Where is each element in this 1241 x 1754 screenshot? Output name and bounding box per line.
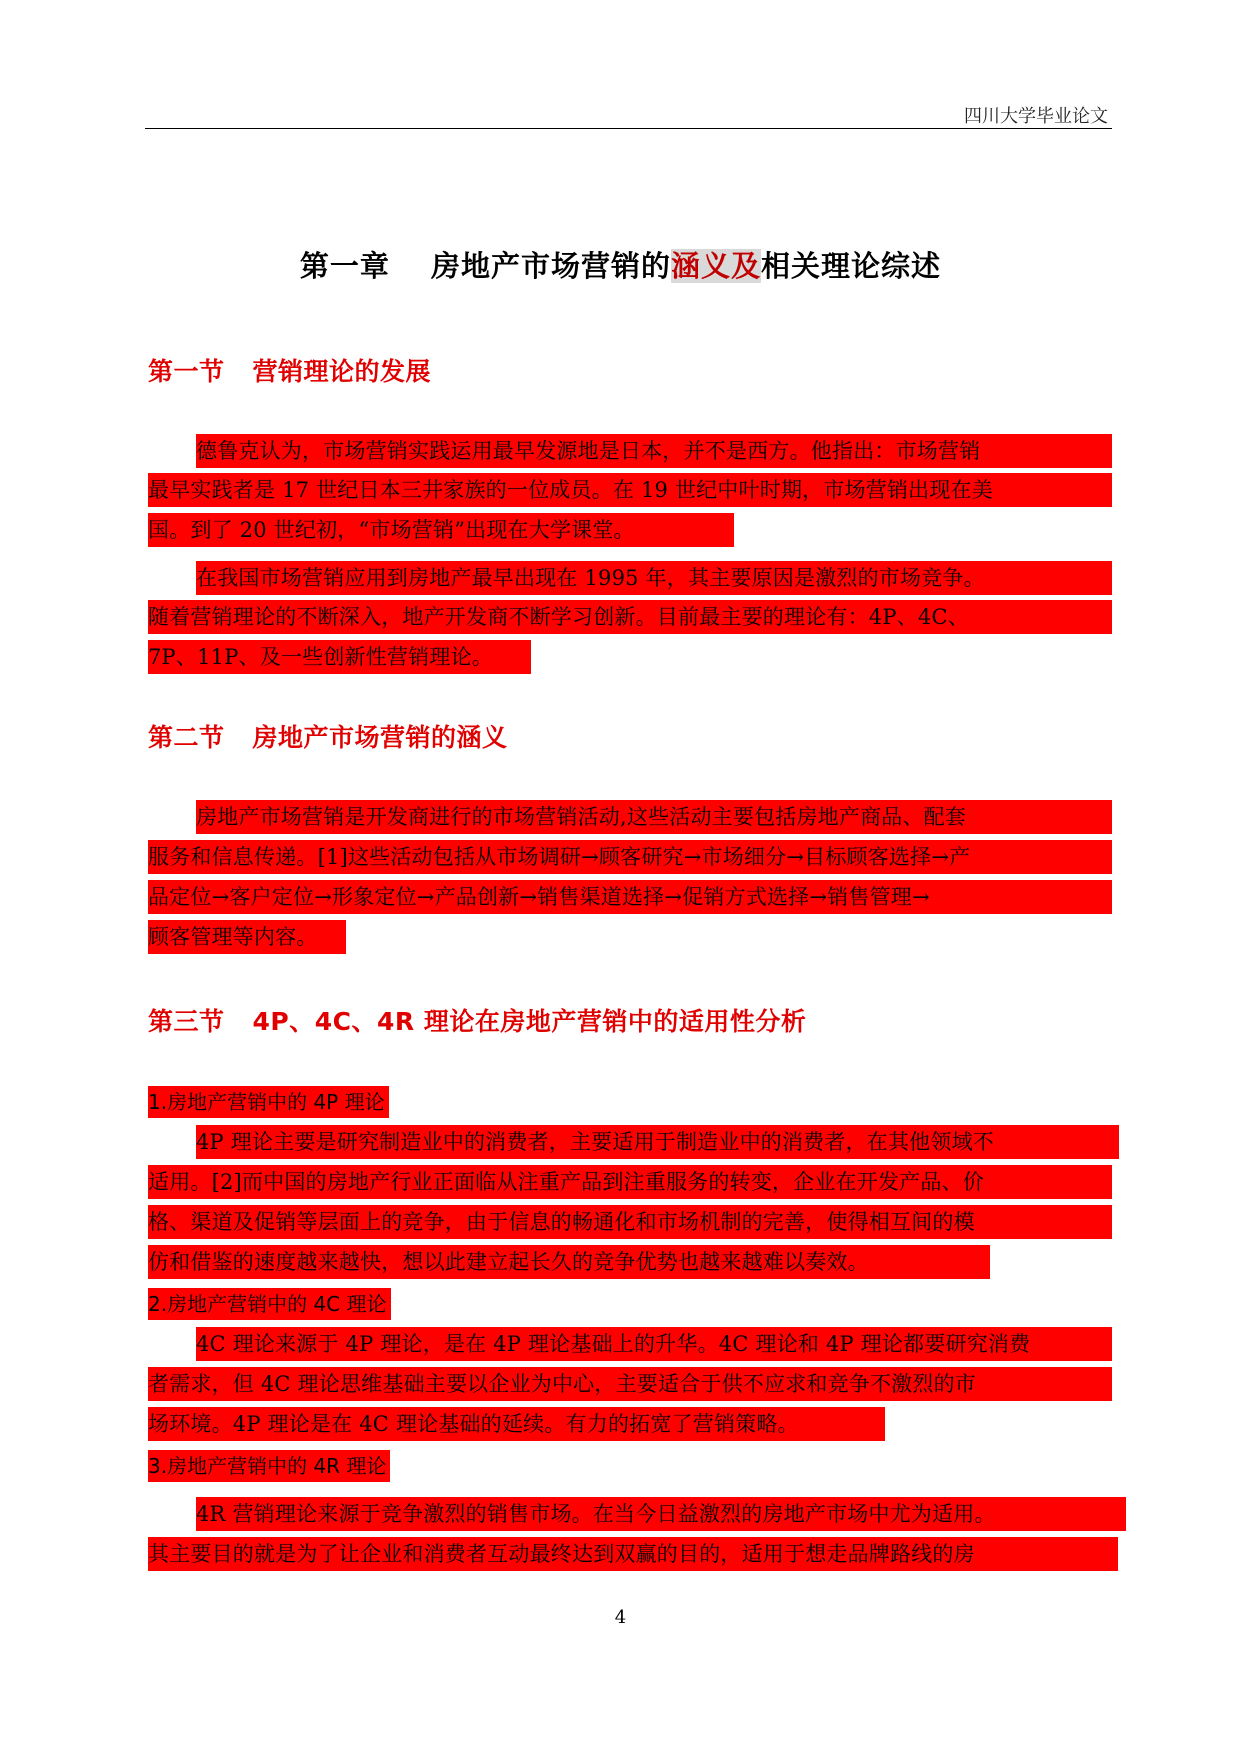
subsection-4c-line-1: 4C 理论来源于 4P 理论，是在 4P 理论基础上的升华。4C 理论和 4P 理论都要研究消费 [196,1327,1112,1361]
section-3-title: 4P、4C、4R 理论在房地产营销中的适用性分析 [252,1007,807,1036]
section-2-title: 房地产市场营销的涵义 [252,723,508,752]
subsection-4r-line-2: 其主要目的就是为了让企业和消费者互动最终达到双赢的目的，适用于想走品牌路线的房 [148,1537,1118,1571]
section-2-line-1: 房地产市场营销是开发商进行的市场营销活动,这些活动主要包括房地产商品、配套 [196,800,1112,834]
section-1-heading [148,352,431,388]
section-1-line-1: 德鲁克认为，市场营销实践运用最早发源地是日本，并不是西方。他指出：市场营销 [196,434,1112,468]
subsection-4p-line-3: 格、渠道及促销等层面上的竞争，由于信息的畅通化和市场机制的完善，使得相互间的模 [148,1205,1112,1239]
subsection-4c-line-3: 场环境。4P 理论是在 4C 理论基础的延续。有力的拓宽了营销策略。 [148,1407,885,1441]
subsection-4r-line-1: 4R 营销理论来源于竞争激烈的销售市场。在当今日益激烈的房地产市场中尤为适用。 [196,1497,1126,1531]
section-1-line-4: 在我国市场营销应用到房地产最早出现在 1995 年，其主要原因是激烈的市场竞争。 [196,561,1112,595]
subsection-4p-line-4: 仿和借鉴的速度越来越快，想以此建立起长久的竞争优势也越来越难以奏效。 [148,1245,990,1279]
section-1-line-2: 最早实践者是 17 世纪日本三井家族的一位成员。在 19 世纪中叶时期，市场营销出现在美 [148,473,1112,507]
section-3-number: 第三节 [148,1007,225,1036]
section-1-line-5: 随着营销理论的不断深入，地产开发商不断学习创新。目前最主要的理论有：4P、4C、 [148,600,1112,634]
section-1-title: 营销理论的发展 [252,357,432,386]
section-2-heading [148,718,508,754]
chapter-title-suffix: 相关理论综述 [761,249,942,283]
section-2-number: 第二节 [148,723,225,752]
section-2-line-4: 顾客管理等内容。 [148,920,346,954]
subsection-4r-heading: 3.房地产营销中的 4R 理论 [148,1450,390,1482]
chapter-title-prefix: 第一章 房地产市场营销的 [299,249,672,283]
chapter-title-highlight: 涵义及 [671,249,762,283]
subsection-4p-line-2: 适用。[2]而中国的房地产行业正面临从注重产品到注重服务的转变，企业在开发产品、价 [148,1165,1112,1199]
section-2-line-3: 品定位→客户定位→形象定位→产品创新→销售渠道选择→促销方式选择→销售管理→ [148,880,1112,914]
section-1-number: 第一节 [148,357,225,386]
chapter-title [0,244,1241,285]
section-1-line-3: 国。到了 20 世纪初，“市场营销”出现在大学课堂。 [148,513,734,547]
section-2-line-2: 服务和信息传递。[1]这些活动包括从市场调研→顾客研究→市场细分→目标顾客选择→产 [148,840,1112,874]
section-1-line-6: 7P、11P、及一些创新性营销理论。 [148,640,531,674]
subsection-4c-heading: 2.房地产营销中的 4C 理论 [148,1288,391,1320]
header-text: 四川大学毕业论文 [964,106,1108,127]
subsection-4p-line-1: 4P 理论主要是研究制造业中的消费者，主要适用于制造业中的消费者，在其他领域不 [196,1125,1119,1159]
section-3-heading [148,1002,806,1038]
running-header [145,100,1112,129]
page-number: 4 [614,1607,627,1628]
subsection-4p-heading: 1.房地产营销中的 4P 理论 [148,1086,389,1118]
subsection-4c-line-2: 者需求，但 4C 理论思维基础主要以企业为中心，主要适合于供不应求和竞争不激烈的市 [148,1367,1112,1401]
